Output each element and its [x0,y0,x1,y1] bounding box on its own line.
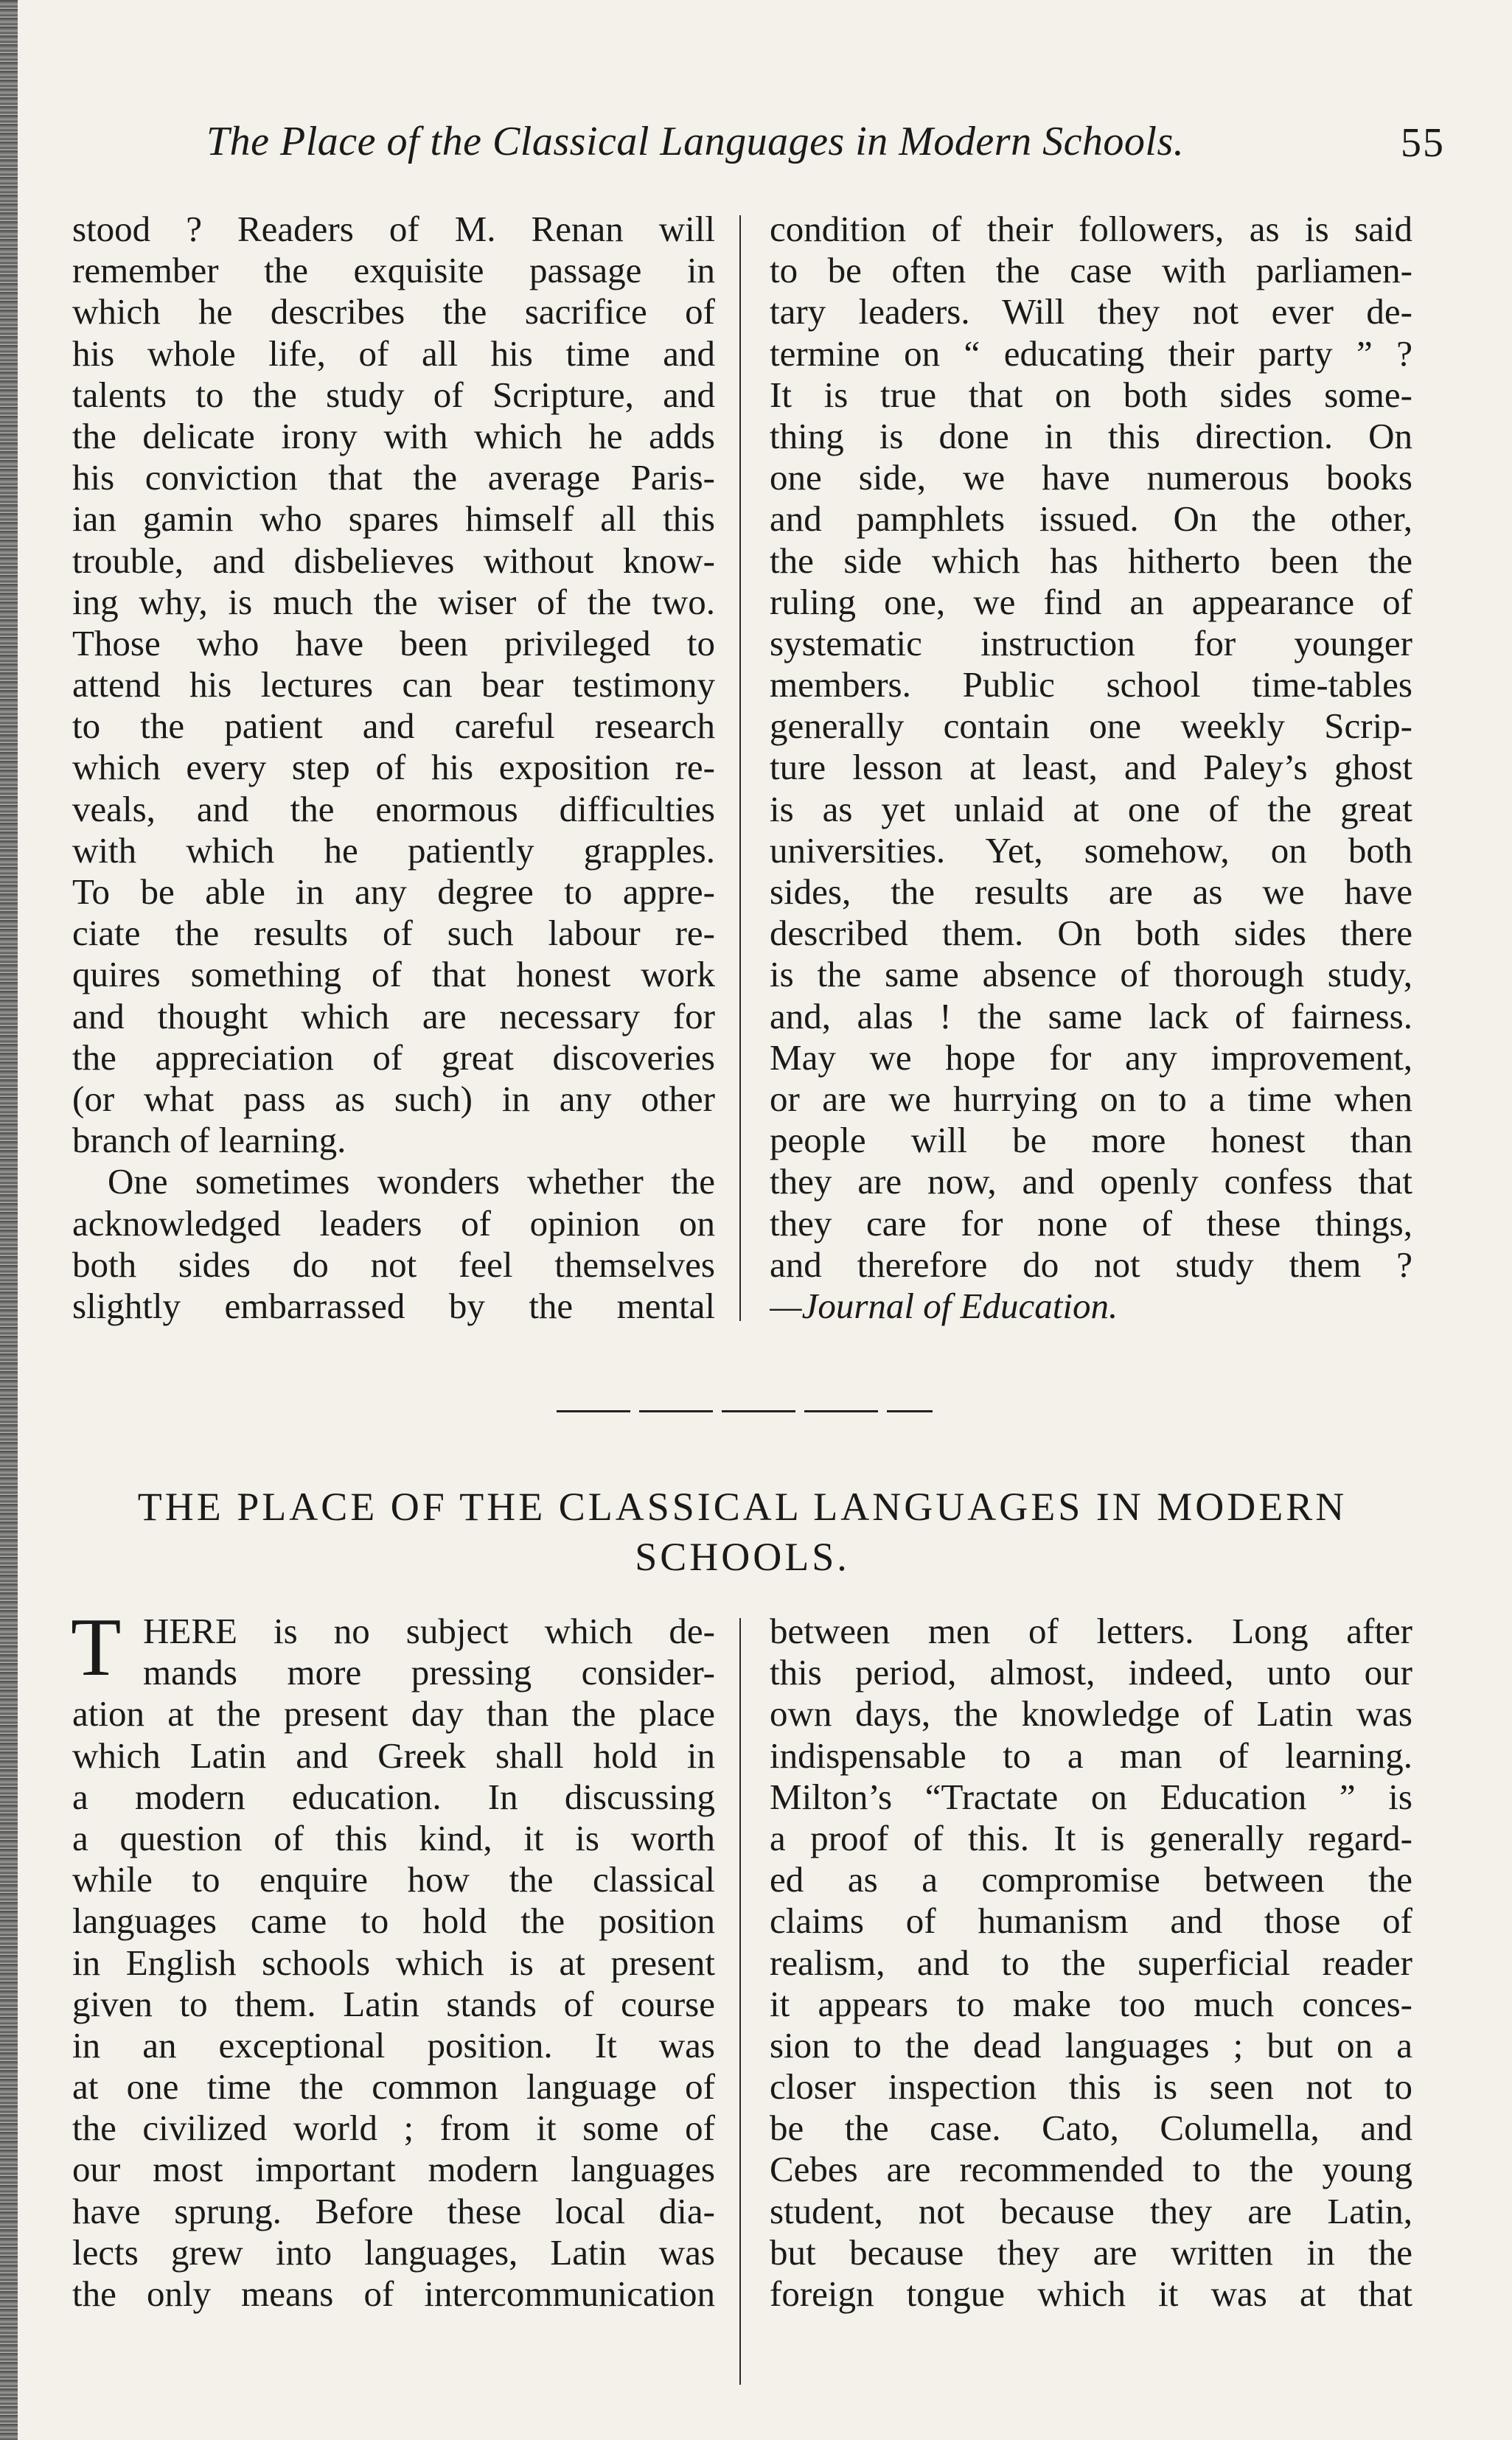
page-number: 55 [1401,120,1445,166]
text-line: to the patient and careful research [72,705,715,747]
text-line: which Latin and Greek shall hold in [72,1735,715,1776]
text-line: Those who have been privileged to [72,622,715,663]
text-line: condition of their followers, as is said [770,209,1412,249]
text-line: people will be more honest than [770,1120,1412,1161]
binding-edge [0,0,18,2440]
text-line: universities. Yet, somehow, on both [770,829,1412,871]
text-line: mands more pressing consider- [143,1652,715,1693]
text-line: languages came to hold the position [72,1900,715,1942]
text-line: thing is done in this direction. On [770,415,1412,456]
text-line: this period, almost, indeed, unto our [770,1652,1412,1693]
text-line: termine on “ educating their party ” ? [770,332,1412,374]
text-line: a modern education. In discussing [72,1776,715,1817]
text-line: branch of learning. [72,1120,346,1161]
text-line: claims of humanism and those of [770,1900,1412,1942]
text-line: (or what pass as such) in any other [72,1078,715,1119]
text-line: the delicate irony with which he adds [72,415,715,456]
text-line: ture lesson at least, and Paley’s ghost [770,747,1412,788]
text-line: stood ? Readers of M. Renan will [72,209,715,249]
section-divider [557,1410,933,1412]
text-line: our most important modern languages [72,2149,715,2190]
text-line: slightly embarrassed by the mental [72,1285,715,1326]
text-line: HERE is no subject which de- [143,1611,715,1651]
text-line: and therefore do not study them ? [770,1244,1412,1285]
text-line: veals, and the enormous difficulties [72,788,715,829]
previous-article-left-column [72,209,715,1327]
column-rule [739,215,741,1321]
text-line: ruling one, we find an appearance of [770,581,1412,622]
text-line: sides, the results are as we have [770,871,1412,912]
text-line: ian gamin who spares himself all this [72,498,715,540]
text-line: sion to the dead languages ; but on a [770,2024,1412,2066]
text-line: given to them. Latin stands of course [72,1983,715,2024]
article-title-line: SCHOOLS. [635,1535,850,1579]
text-line: is as yet unlaid at one of the great [770,788,1412,829]
text-line: which every step of his exposition re- [72,747,715,788]
text-line: To be able in any degree to appre- [72,871,715,912]
drop-cap: T [71,1602,122,1693]
text-line: with which he patiently grapples. [72,829,715,871]
text-line: they are now, and openly confess that [770,1161,1412,1202]
text-line: a proof of this. It is generally regard- [770,1817,1412,1858]
text-line: own days, the knowledge of Latin was [770,1693,1412,1735]
text-line: the only means of intercommunication [72,2273,715,2314]
text-line: and pamphlets issued. On the other, [770,498,1412,540]
text-line: attend his lectures can bear testimony [72,664,715,705]
text-line: it appears to make too much conces- [770,1983,1412,2024]
text-line: have sprung. Before these local dia- [72,2190,715,2231]
text-line: talents to the study of Scripture, and [72,374,715,415]
column-rule [739,1618,741,2385]
text-line: Cebes are recommended to the young [770,2149,1412,2190]
text-line: at one time the common language of [72,2066,715,2108]
text-line: but because they are written in the [770,2231,1412,2273]
running-title: The Place of the Classical Languages in Modern Schools. [206,119,1185,164]
text-line: the civilized world ; from it some of [72,2108,715,2149]
text-line: between men of letters. Long after [770,1611,1412,1651]
text-line: quires something of that honest work [72,954,715,995]
text-line: described them. On both sides there [770,913,1412,954]
text-line: student, not because they are Latin, [770,2190,1412,2231]
text-line: foreign tongue which it was at that [770,2273,1412,2314]
text-line: ed as a compromise between the [770,1859,1412,1900]
text-line: in an exceptional position. It was [72,2024,715,2066]
article-title-line: THE PLACE OF THE CLASSICAL LANGUAGES IN MODERN [137,1485,1348,1529]
text-line: while to enquire how the classical [72,1859,715,1900]
text-line: It is true that on both sides some- [770,374,1412,415]
text-line: ation at the present day than the place [72,1693,715,1735]
text-line: tary leaders. Will they not ever de- [770,291,1412,332]
text-line: to be often the case with parliamen- [770,250,1412,291]
text-line: trouble, and disbelieves without know- [72,540,715,581]
text-line: indispensable to a man of learning. [770,1735,1412,1776]
text-line: the appreciation of great discoveries [72,1036,715,1078]
text-line: both sides do not feel themselves [72,1244,715,1285]
text-line: acknowledged leaders of opinion on [72,1202,715,1244]
text-line: a question of this kind, it is worth [72,1817,715,1858]
text-line: is the same absence of thorough study, [770,954,1412,995]
text-line: One sometimes wonders whether the [108,1161,715,1202]
text-line: or are we hurrying on to a time when [770,1078,1412,1119]
text-line: realism, and to the superficial reader [770,1942,1412,1983]
text-line: systematic instruction for younger [770,622,1412,663]
text-line: and thought which are necessary for [72,995,715,1036]
text-line: in English schools which is at present [72,1942,715,1983]
text-line: members. Public school time-tables [770,664,1412,705]
text-line: lects grew into languages, Latin was [72,2231,715,2273]
text-line: they care for none of these things, [770,1202,1412,1244]
text-line: remember the exquisite passage in [72,250,715,291]
article-right-column [770,1611,1412,2315]
running-head [206,118,1445,170]
text-line: ing why, is much the wiser of the two. [72,581,715,622]
text-line: closer inspection this is seen not to [770,2066,1412,2108]
text-line: May we hope for any improvement, [770,1036,1412,1078]
previous-article-right-column [770,209,1412,1327]
text-line: his conviction that the average Paris- [72,457,715,498]
article-title [72,1482,1412,1582]
text-line: one side, we have numerous books [770,457,1412,498]
article-left-column [71,1602,715,2315]
text-line: which he describes the sacrifice of [72,291,715,332]
text-line: and, alas ! the same lack of fairness. [770,995,1412,1036]
text-line: the side which has hitherto been the [770,540,1412,581]
text-line: generally contain one weekly Scrip- [770,705,1412,747]
source-attribution: —Journal of Education. [770,1285,1118,1326]
text-line: be the case. Cato, Columella, and [770,2108,1412,2149]
text-line: his whole life, of all his time and [72,332,715,374]
text-line: ciate the results of such labour re- [72,913,715,954]
text-line: Milton’s “Tractate on Education ” is [770,1776,1412,1817]
